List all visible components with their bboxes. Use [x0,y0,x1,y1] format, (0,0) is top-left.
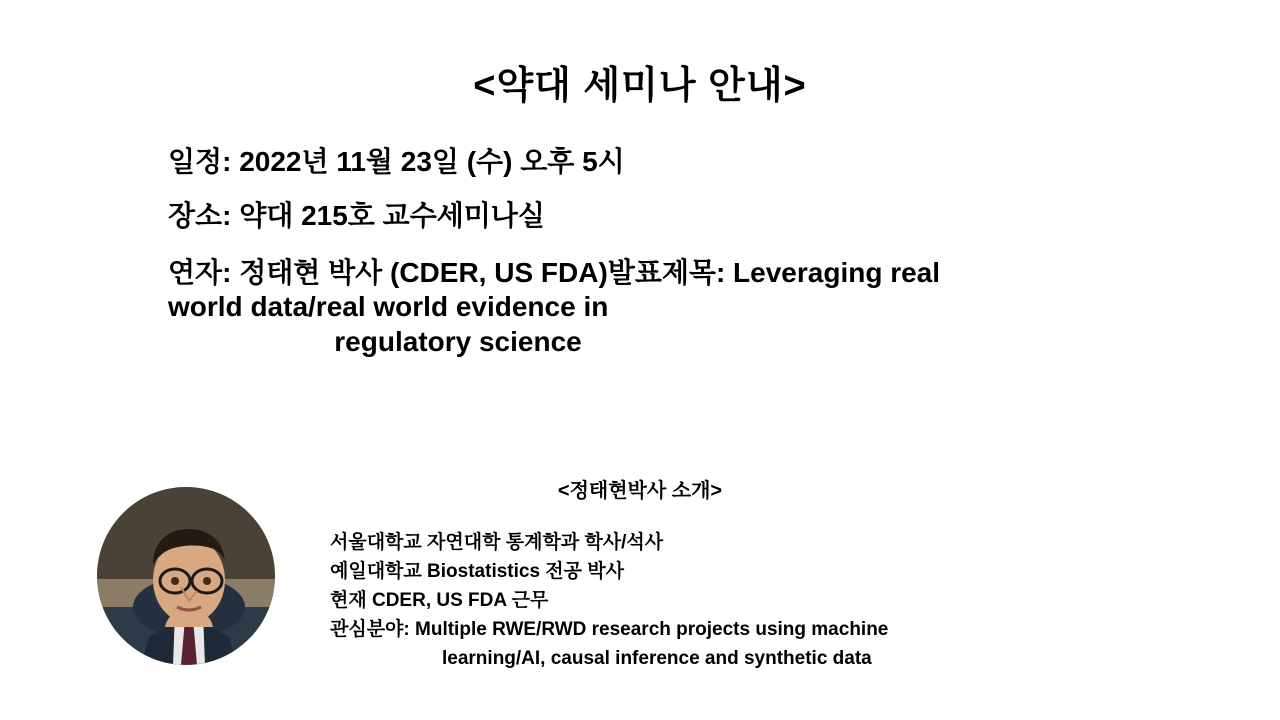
speaker-portrait-icon [97,487,275,665]
bio-heading: <정태현박사 소개> [557,480,723,502]
bio-item: learning/AI, causal inference and synthetic data [442,647,872,669]
seminar-topic-line3: regulatory science [334,325,582,357]
avatar [97,487,275,665]
seminar-schedule: 일정: 2022년 11월 23일 (수) 오후 5시 [168,146,625,177]
bio-item: 현재 CDER, US FDA 근무 [330,589,549,611]
seminar-topic-line2: world data/real world evidence in [168,291,609,323]
page-title: <약대 세미나 안내> [473,65,807,107]
bio-item: 서울대학교 자연대학 통계학과 학사/석사 [330,532,664,553]
seminar-speaker-and-topic: 연자: 정태현 박사 (CDER, US FDA)발표제목: Leveraging real [168,257,941,288]
seminar-location: 장소: 약대 215호 교수세미나실 [168,200,545,231]
bio-item: 관심분야: Multiple RWE/RWD research projects using machine [330,618,889,640]
seminar-details [168,148,1108,359]
bio-item: 예일대학교 Biostatistics 전공 박사 [330,560,625,582]
bio-list [330,529,1090,673]
